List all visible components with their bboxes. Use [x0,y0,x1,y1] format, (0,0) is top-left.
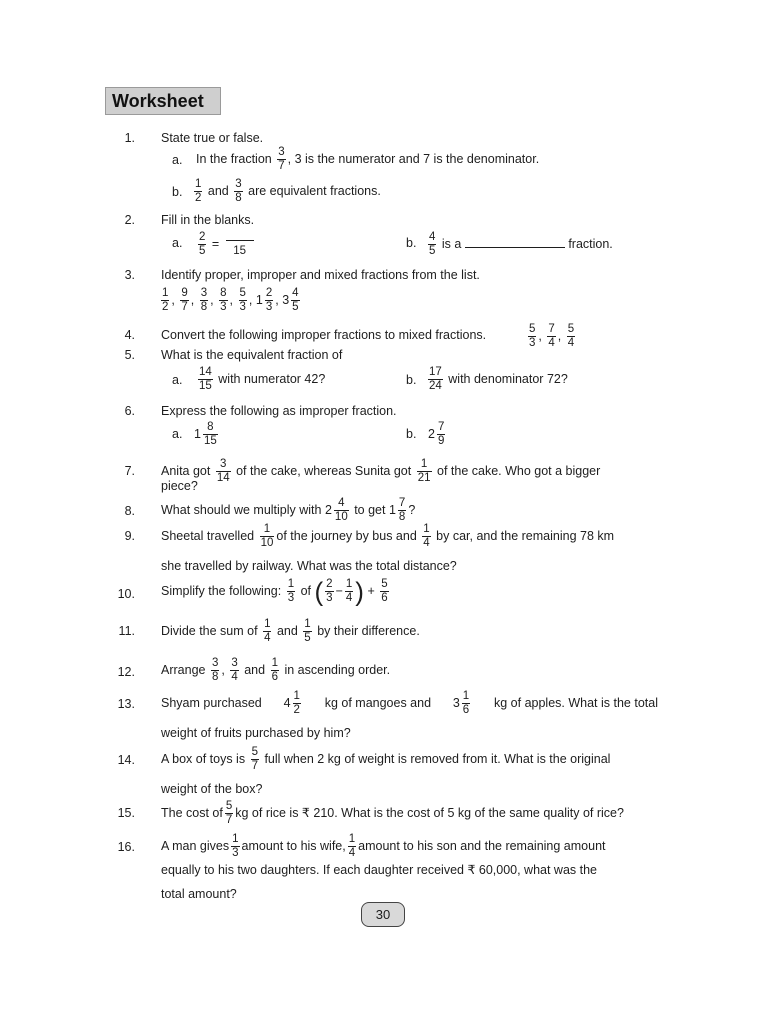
question-13-line2: weight of fruits purchased by him? [161,726,351,740]
question-11-text: Divide the sum of $\frac{1}{4}$ and $\frac{1}{5}$ by their difference. [161,618,420,644]
question-number: 5. [124,348,135,362]
q2-a-text: $\frac{2}{5}$ = 15 [196,231,257,258]
q6-a-label: a. [172,427,183,441]
question-number: 8. [124,504,135,518]
fraction-4-5: $\frac{4}{5}$ [429,231,436,257]
question-number: 9. [124,529,135,543]
question-number: 2. [124,213,135,227]
question-2-text: Fill in the blanks. [161,213,255,227]
question-7-line2: piece? [161,479,198,493]
question-16-line3: total amount? [161,887,237,901]
fraction-3-8: $\frac{3}{8}$ [235,178,242,204]
fraction-3-7: $\frac{3}{7}$ [278,146,285,172]
q5-b-text: $\frac{17}{24}$ with denominator 72? [429,366,568,392]
question-number: 16. [117,840,135,854]
q2-b-text: $\frac{4}{5}$ is a fraction. [429,231,613,257]
question-3-text: Identify proper, improper and mixed fractions from the list. [161,268,480,282]
question-10-text: Simplify the following: $\frac{1}{3}$ of ( $\frac{2}{3}$ − $\frac{1}{4}$ ) + $\frac{5}{6}$ [161,576,388,607]
q4-fractions: $\frac{5}{3}$ , $\frac{7}{4}$ , $\frac{5}{4}$ [529,323,575,349]
question-7-text: Anita got $\frac{3}{14}$ of the cake, whereas Sunita got $\frac{1}{21}$ of the cake. Who got a bigger [161,458,601,484]
q6-b-label: b. [406,427,417,441]
worksheet-title: Worksheet [105,87,221,115]
q5-b-label: b. [406,373,417,387]
question-14-text: A box of toys is $\frac{5}{7}$ full when 2 kg of weight is removed from it. What is the original [161,746,611,772]
question-number: 15. [117,806,135,820]
question-16-line2: equally to his two daughters. If each daughter received ₹ 60,000, what was the [161,863,597,877]
q1-a-label: a. [172,153,183,167]
fraction-2-5: $\frac{2}{5}$ [199,231,206,257]
question-number: 13. [117,697,135,711]
page-number: 30 [361,902,405,927]
question-number: 1. [124,131,135,145]
question-number: 10. [117,587,135,601]
fraction-blank-15: 15 [225,232,255,258]
question-4-text: Convert the following improper fractions to mixed fractions. [161,328,487,342]
question-8-text: What should we multiply with 2 $\frac{4}{10}$ to get 1 $\frac{7}{8}$ ? [161,497,416,523]
q5-a-text: $\frac{14}{15}$ with numerator 42? [199,366,326,392]
question-9-text: Sheetal travelled $\frac{1}{10}$ of the journey by bus and $\frac{1}{4}$ by car, and the remaining 78 km [161,523,615,549]
question-6-text: Express the following as improper fraction. [161,404,397,418]
q6-a-mixed: 1 $\frac{8}{15}$ [194,421,217,447]
q1-b-text: $\frac{1}{2}$ and $\frac{3}{8}$ are equivalent fractions. [195,178,381,204]
q5-a-label: a. [172,373,183,387]
question-9-line2: she travelled by railway. What was the total distance? [161,559,457,573]
question-16-text: A man gives $\frac{1}{3}$ amount to his wife, $\frac{1}{4}$ amount to his son and the remaining amount [161,833,606,859]
question-14-line2: weight of the box? [161,782,263,796]
question-5-text: What is the equivalent fraction of [161,348,343,362]
question-15-text: The cost of $\frac{5}{7}$ kg of rice is ₹ 210. What is the cost of 5 kg of the same quality of rice? [161,800,624,826]
question-number: 14. [117,753,135,767]
q1-b-label: b. [172,185,183,199]
question-1-text: State true or false. [161,131,264,145]
fraction-list: $\frac{1}{2}$ , $\frac{9}{7}$ , $\frac{3}{8}$ , $\frac{8}{3}$ , $\frac{5}{3}$ , 1 $\frac{2}{3}$ , 3 $\frac{4}{5}$ [162,287,299,313]
fill-blank[interactable] [465,235,565,248]
q2-a-label: a. [172,236,183,250]
q2-b-label: b. [406,236,417,250]
question-number: 6. [124,404,135,418]
q1-a-text: In the fraction $\frac{3}{7}$ , 3 is the numerator and 7 is the denominator. [196,146,540,172]
question-number: 3. [124,268,135,282]
fraction-1-2: $\frac{1}{2}$ [195,178,202,204]
question-13-text: Shyam purchased 4 $\frac{1}{2}$ kg of mangoes and 3 $\frac{1}{6}$ kg of apples. What is the total [161,690,658,716]
question-number: 12. [117,665,135,679]
q6-b-mixed: 2 $\frac{7}{9}$ [428,421,445,447]
question-number: 7. [124,464,135,478]
question-number: 11. [118,624,135,638]
question-number: 4. [124,328,135,342]
question-12-text: Arrange $\frac{3}{8}$ , $\frac{3}{4}$ and $\frac{1}{6}$ in ascending order. [161,657,391,683]
